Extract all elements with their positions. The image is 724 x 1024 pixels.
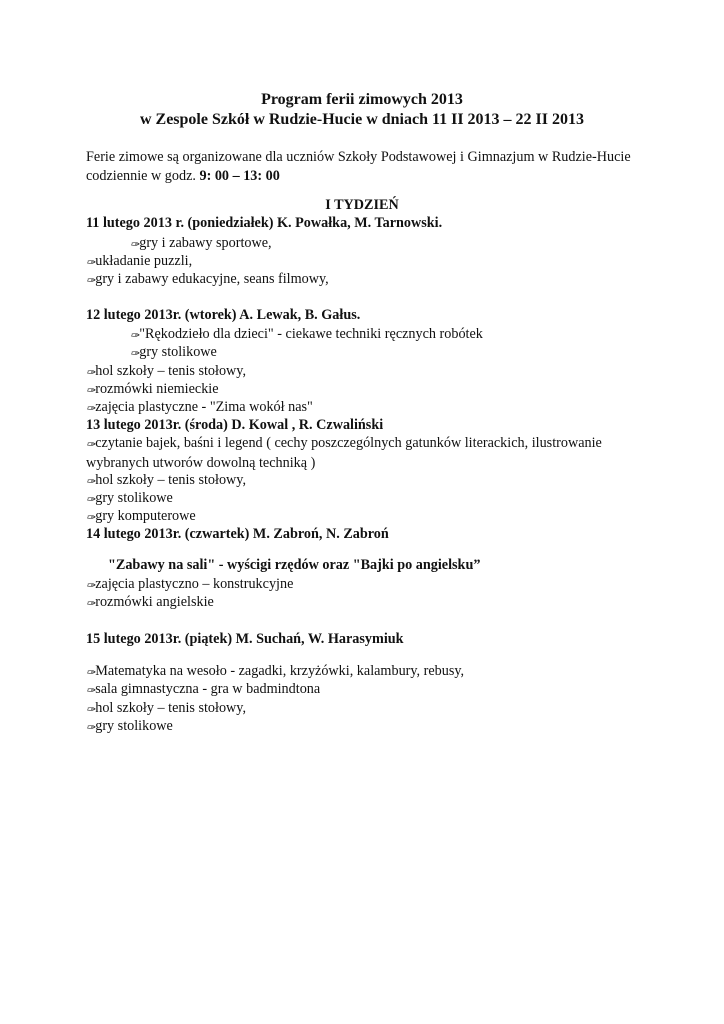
document-subtitle: w Zespole Szkół w Rudzie-Hucie w dniach 11 II 2013 – 22 II 2013 — [139, 111, 585, 128]
list-item: ✑rozmówki angielskie — [86, 594, 214, 610]
bullet-pen-icon: ✑ — [86, 667, 96, 679]
list-item: ✑układanie puzzli, — [86, 253, 193, 269]
bullet-pen-icon: ✑ — [86, 257, 96, 269]
bullet-pen-icon: ✑ — [86, 275, 96, 287]
bullet-pen-icon: ✑ — [86, 512, 96, 524]
list-item: ✑Matematyka na wesoło - zagadki, krzyżówki, kalambury, rebusy, — [86, 663, 465, 679]
day-heading: 15 lutego 2013r. (piątek) M. Suchań, W. Harasymiuk — [86, 631, 404, 647]
bullet-pen-icon: ✑ — [86, 704, 96, 716]
list-item: ✑gry stolikowe — [130, 344, 217, 360]
bullet-pen-icon: ✑ — [86, 367, 96, 379]
bullet-pen-icon: ✑ — [86, 476, 96, 488]
bullet-pen-icon: ✑ — [86, 685, 96, 697]
bullet-pen-icon: ✑ — [86, 580, 96, 592]
day-heading: 11 lutego 2013 r. (poniedziałek) K. Powałka, M. Tarnowski. — [86, 215, 443, 231]
intro-paragraph — [86, 148, 646, 185]
bullet-pen-icon: ✑ — [86, 722, 96, 734]
bullet-pen-icon: ✑ — [86, 439, 96, 451]
intro-text: Ferie zimowe są organizowane dla uczniów Szkoły Podstawowej i Gimnazjum w Rudzie-Hucie codziennie w godz. — [86, 149, 631, 184]
list-item: ✑sala gimnastyczna - gra w badmindtona — [86, 681, 321, 697]
bullet-pen-icon: ✑ — [86, 598, 96, 610]
day-heading: 13 lutego 2013r. (środa) D. Kowal , R. Czwaliński — [86, 417, 384, 433]
list-item: ✑"Rękodzieło dla dzieci" - ciekawe techniki ręcznych robótek — [130, 326, 483, 342]
list-item: ✑gry stolikowe — [86, 490, 173, 506]
bullet-pen-icon: ✑ — [130, 348, 140, 360]
bullet-pen-icon: ✑ — [86, 385, 96, 397]
intro-hours: 9: 00 – 13: 00 — [199, 167, 280, 184]
bullet-pen-icon: ✑ — [130, 330, 140, 342]
bullet-pen-icon: ✑ — [130, 239, 140, 251]
list-item: ✑hol szkoły – tenis stołowy, — [86, 472, 247, 488]
bullet-pen-icon: ✑ — [86, 403, 96, 415]
list-item: ✑zajęcia plastyczno – konstrukcyjne — [86, 576, 294, 592]
list-item: ✑gry komputerowe — [86, 508, 196, 524]
document-title: Program ferii zimowych 2013 — [261, 91, 463, 108]
list-item: ✑rozmówki niemieckie — [86, 381, 219, 397]
day-heading: 12 lutego 2013r. (wtorek) A. Lewak, B. Gałus. — [86, 307, 361, 323]
list-item: ✑hol szkoły – tenis stołowy, — [86, 363, 247, 379]
bullet-pen-icon: ✑ — [86, 494, 96, 506]
list-item: ✑hol szkoły – tenis stołowy, — [86, 700, 247, 716]
list-item: ✑gry stolikowe — [86, 718, 173, 734]
list-item: ✑zajęcia plastyczne - "Zima wokół nas" — [86, 399, 313, 415]
list-item: ✑gry i zabawy sportowe, — [130, 235, 272, 251]
day-heading: 14 lutego 2013r. (czwartek) M. Zabroń, N. Zabroń — [86, 526, 389, 542]
day-subheading: "Zabawy na sali" - wyścigi rzędów oraz "Bajki po angielsku” — [108, 557, 481, 573]
list-item: ✑gry i zabawy edukacyjne, seans filmowy, — [86, 271, 329, 287]
list-item: ✑czytanie bajek, baśni i legend ( cechy poszczególnych gatunków literackich, ilustrowanie wybranych utworów dowolną techniką ) — [86, 435, 602, 471]
week-heading: I TYDZIEŃ — [325, 197, 399, 213]
